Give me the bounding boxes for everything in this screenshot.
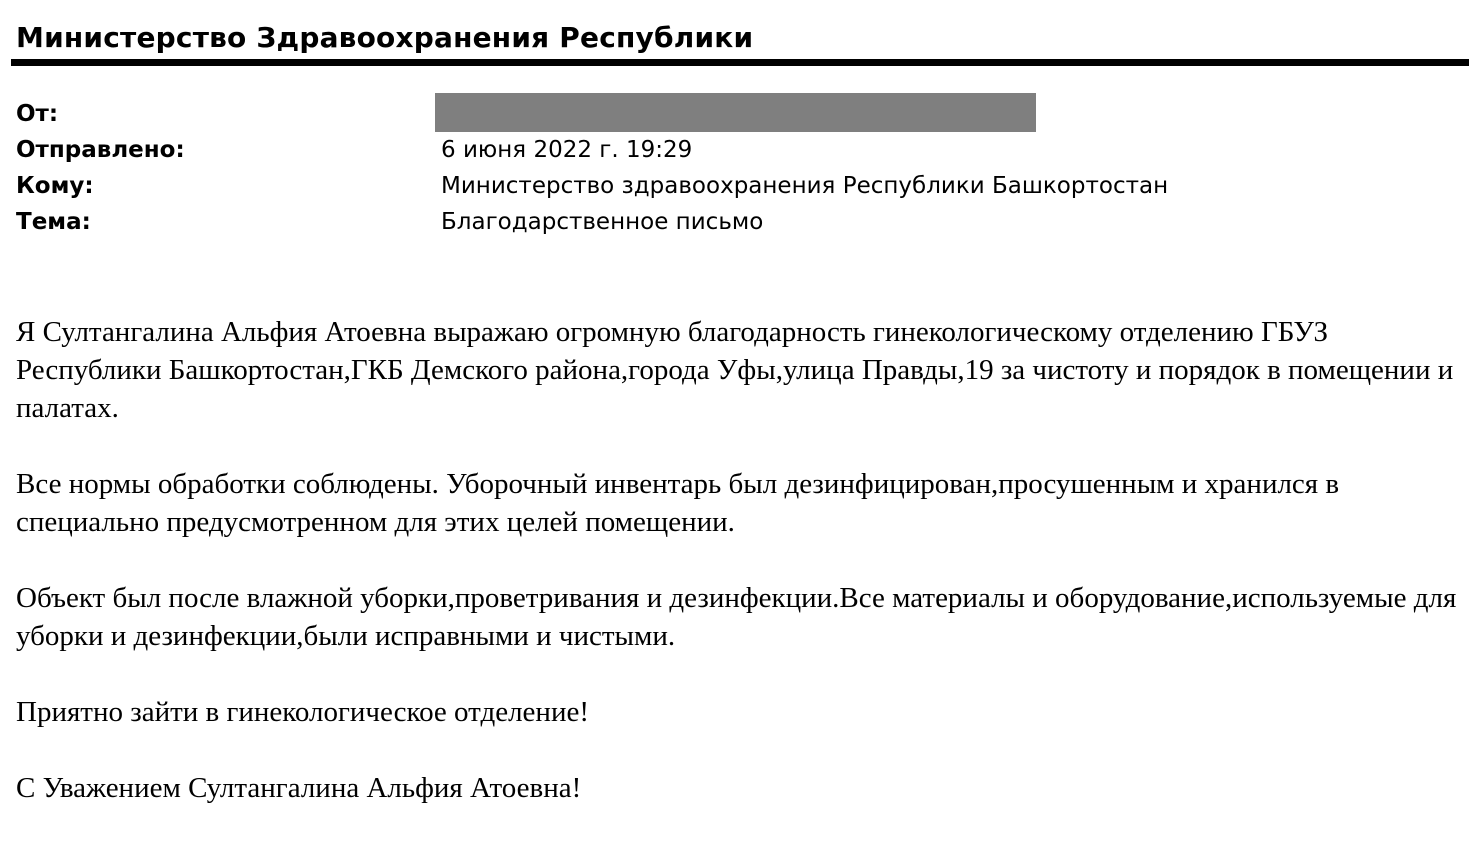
- sent-label: Отправлено:: [16, 137, 185, 163]
- to-row: [16, 168, 1456, 204]
- subject-row: [16, 204, 1456, 240]
- body-paragraph: Объект был после влажной уборки,проветривания и дезинфекции.Все материалы и оборудование,используемые для уборки и дезинфекции,были исправными и чистыми.: [16, 582, 1457, 652]
- from-label: От:: [16, 101, 59, 127]
- subject-label: Тема:: [16, 209, 91, 235]
- sent-value: 6 июня 2022 г. 19:29: [441, 137, 693, 163]
- message-body: [16, 313, 1466, 807]
- redacted-sender: [435, 93, 1036, 132]
- body-paragraph: Я Султангалина Альфия Атоевна выражаю огромную благодарность гинекологическому отделению ГБУЗ Республики Башкортостан,ГКБ Демского района,города Уфы,улица Правды,19 за чистоту и порядок в помещении и палатах.: [16, 316, 1454, 424]
- sent-row: [16, 132, 1456, 168]
- to-label: Кому:: [16, 173, 94, 199]
- organization-title: Министерство Здравоохранения Республики: [16, 21, 754, 54]
- body-paragraph: Все нормы обработки соблюдены. Уборочный инвентарь был дезинфицирован,просушенным и хранился в специально предусмотренном для этих целей помещении.: [16, 468, 1340, 538]
- subject-value: Благодарственное письмо: [441, 209, 764, 235]
- to-value: Министерство здравоохранения Республики Башкортостан: [441, 173, 1169, 199]
- signature: С Уважением Султангалина Альфия Атоевна!: [16, 772, 582, 804]
- title-divider: [11, 59, 1469, 66]
- from-row: [16, 96, 1456, 132]
- email-header: [16, 96, 1456, 240]
- body-paragraph: Приятно зайти в гинекологическое отделение!: [16, 696, 589, 728]
